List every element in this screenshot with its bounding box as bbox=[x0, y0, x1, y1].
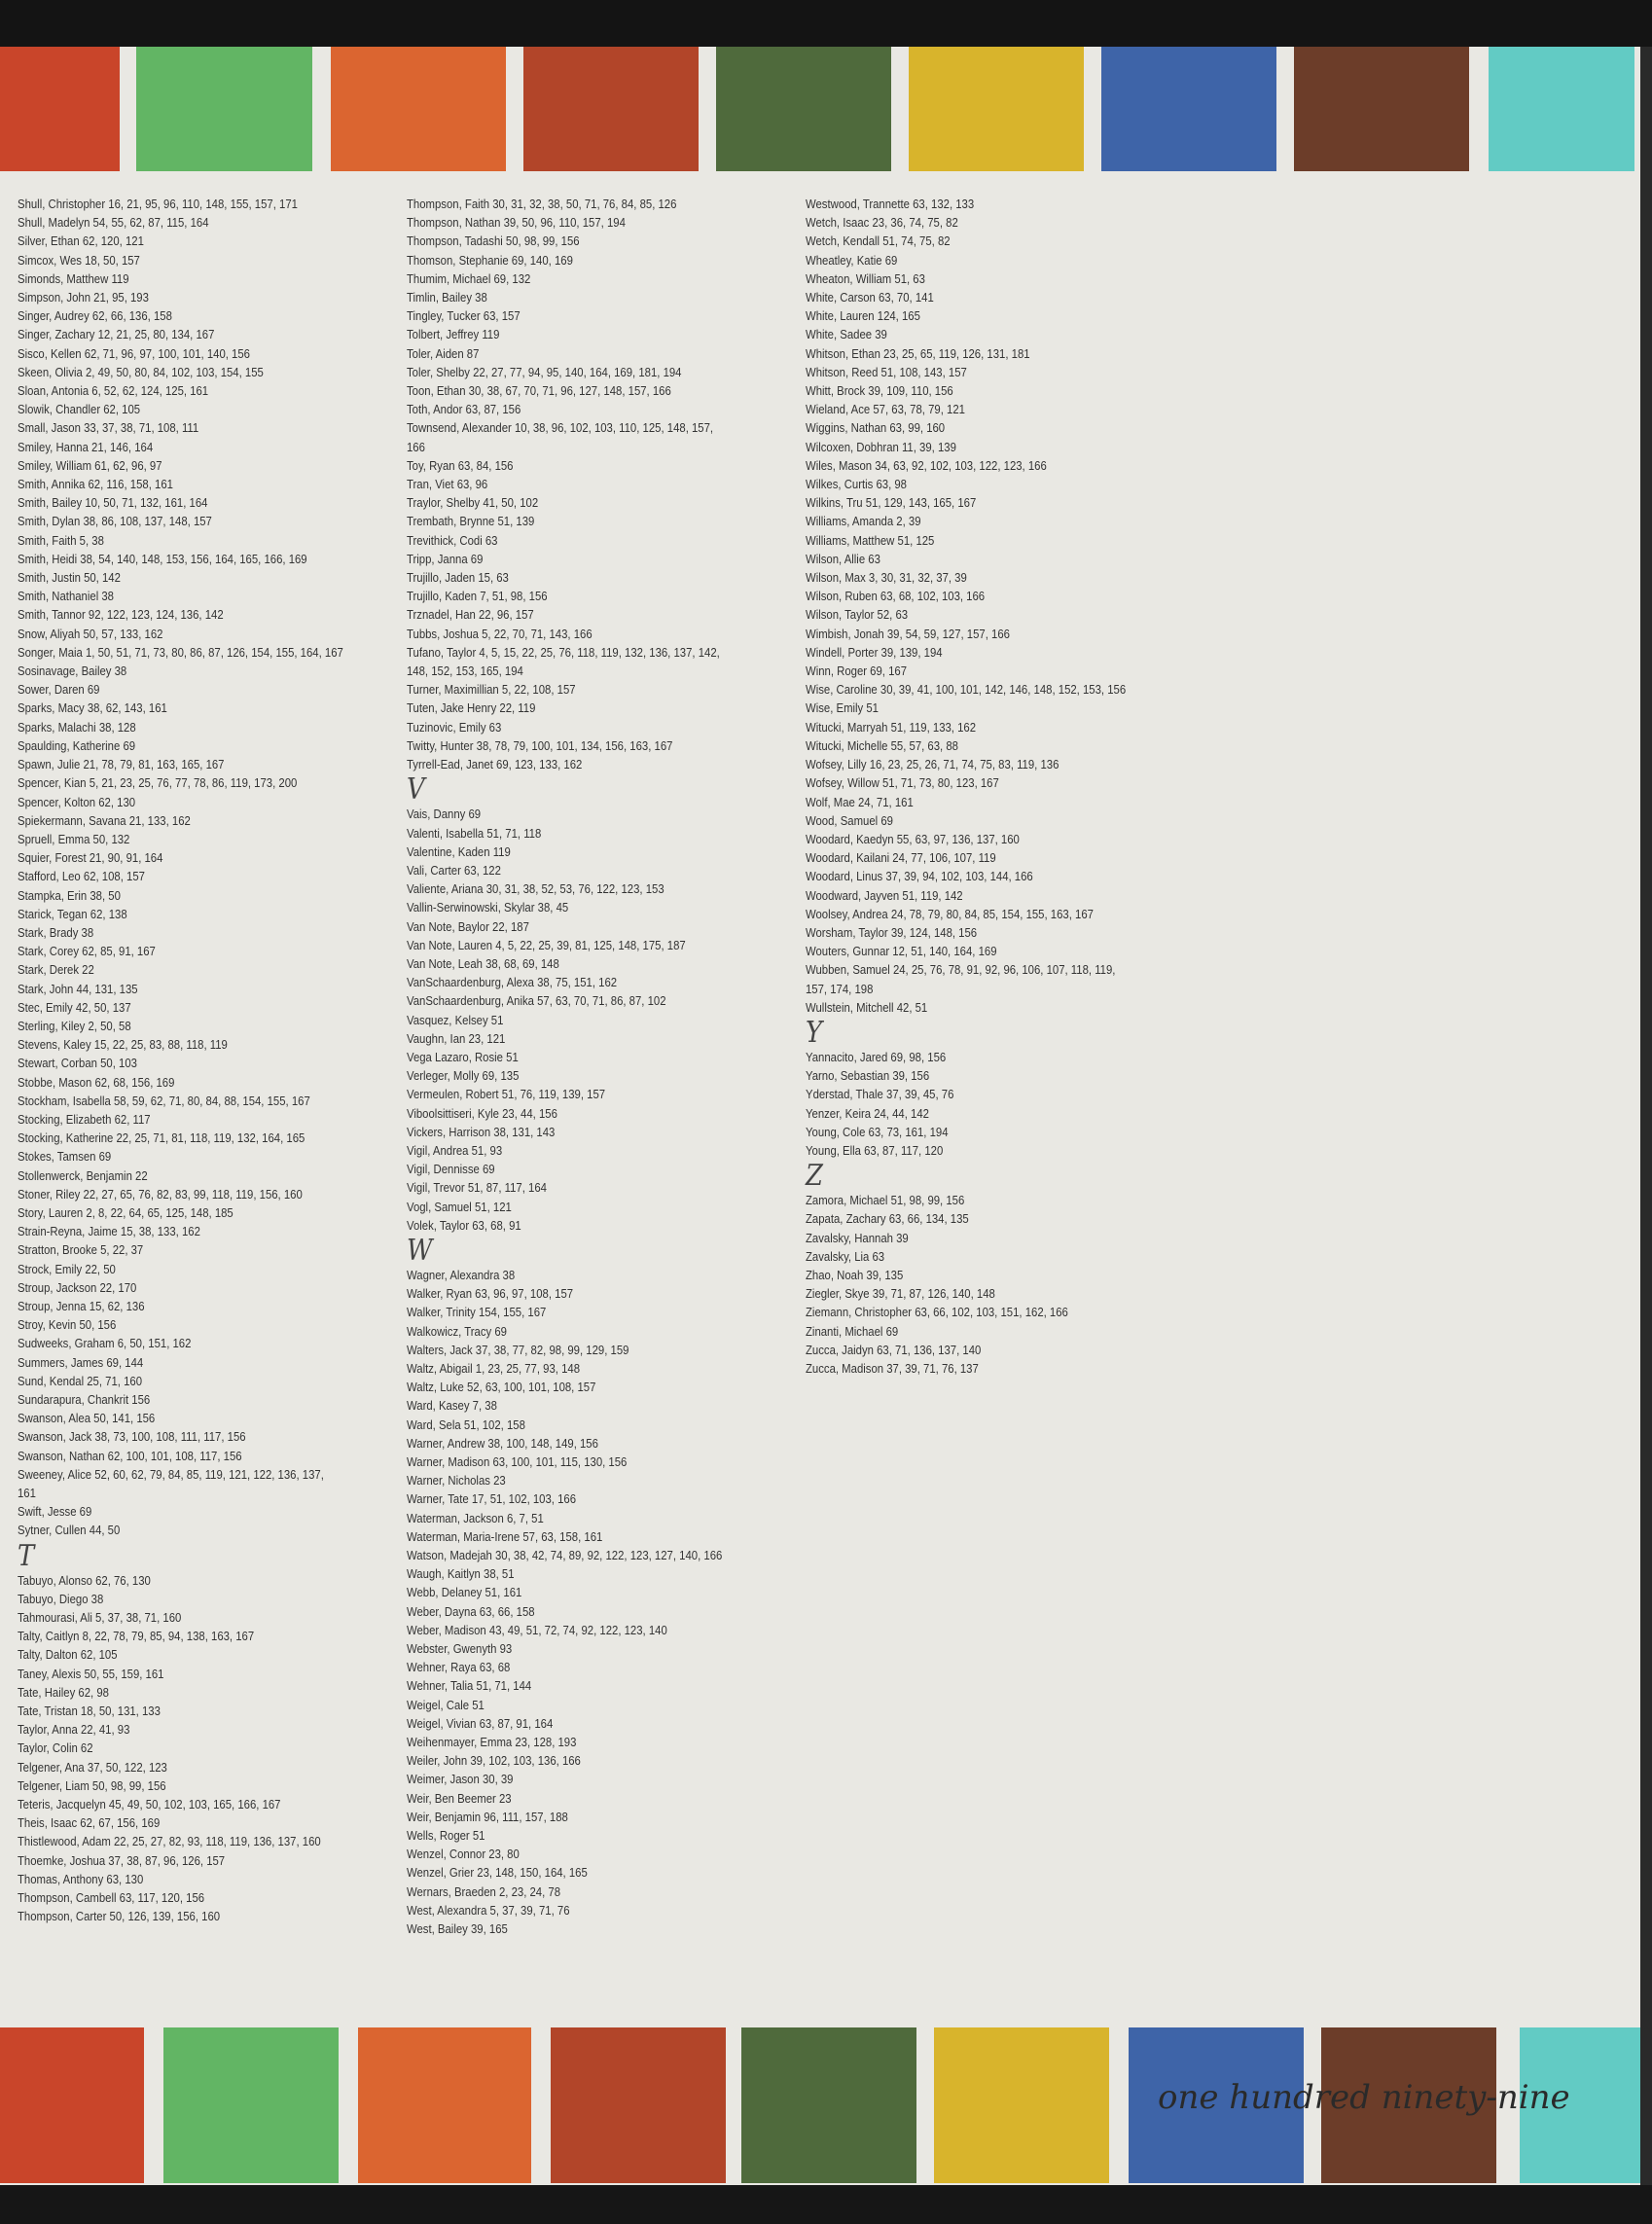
color-swatch bbox=[1101, 47, 1276, 171]
index-entry: Swift, Jesse 69 bbox=[18, 1504, 92, 1520]
index-entry: Zhao, Noah 39, 135 bbox=[806, 1267, 904, 1282]
index-entry: Vasquez, Kelsey 51 bbox=[407, 1012, 504, 1027]
index-entry: Zucca, Jaidyn 63, 71, 136, 137, 140 bbox=[806, 1342, 982, 1357]
index-entry: Wilson, Taylor 52, 63 bbox=[806, 607, 909, 623]
index-entry: Smiley, Hanna 21, 146, 164 bbox=[18, 439, 154, 454]
index-entry: Woodard, Kailani 24, 77, 106, 107, 119 bbox=[806, 850, 996, 866]
index-entry: Warner, Nicholas 23 bbox=[407, 1473, 506, 1489]
index-entry: Wehner, Talia 51, 71, 144 bbox=[407, 1678, 532, 1694]
index-entry: Wenzel, Connor 23, 80 bbox=[407, 1847, 520, 1862]
color-swatch bbox=[551, 2027, 726, 2183]
index-entry: Tate, Hailey 62, 98 bbox=[18, 1684, 109, 1700]
index-entry: Telgener, Ana 37, 50, 122, 123 bbox=[18, 1759, 167, 1775]
section-letter: Y bbox=[806, 1015, 823, 1050]
index-entry: Toon, Ethan 30, 38, 67, 70, 71, 96, 127, 148, 157, 166 bbox=[407, 383, 671, 399]
index-entry: Smith, Justin 50, 142 bbox=[18, 570, 121, 586]
index-entry: Wise, Emily 51 bbox=[806, 700, 879, 716]
index-entry: Weiler, John 39, 102, 103, 136, 166 bbox=[407, 1753, 581, 1769]
index-entry: Witucki, Michelle 55, 57, 63, 88 bbox=[806, 737, 958, 753]
index-entry: Trznadel, Han 22, 96, 157 bbox=[407, 607, 534, 623]
scan-right-edge bbox=[1640, 47, 1652, 2187]
index-entry: Wimbish, Jonah 39, 54, 59, 127, 157, 166 bbox=[806, 626, 1010, 641]
index-entry: Weir, Ben Beemer 23 bbox=[407, 1790, 512, 1806]
index-entry: Swanson, Nathan 62, 100, 101, 108, 117, 156 bbox=[18, 1448, 242, 1463]
index-entry: Wetch, Isaac 23, 36, 74, 75, 82 bbox=[806, 215, 958, 231]
index-entry: Spencer, Kolton 62, 130 bbox=[18, 794, 136, 809]
index-entry: Wubben, Samuel 24, 25, 76, 78, 91, 92, 96, 106, 107, 118, 119, bbox=[806, 962, 1116, 978]
index-entry: Thoemke, Joshua 37, 38, 87, 96, 126, 157 bbox=[18, 1852, 226, 1868]
index-entry: Viboolsittiseri, Kyle 23, 44, 156 bbox=[407, 1105, 557, 1121]
index-entry: Stroy, Kevin 50, 156 bbox=[18, 1317, 117, 1333]
color-swatch bbox=[163, 2027, 339, 2183]
index-entry: Thompson, Nathan 39, 50, 96, 110, 157, 194 bbox=[407, 215, 626, 231]
index-entry: Valiente, Ariana 30, 31, 38, 52, 53, 76, 122, 123, 153 bbox=[407, 881, 664, 897]
index-entry: Townsend, Alexander 10, 38, 96, 102, 103, 110, 125, 148, 157, bbox=[407, 420, 714, 436]
index-entry: Stoner, Riley 22, 27, 65, 76, 82, 83, 99, 118, 119, 156, 160 bbox=[18, 1186, 303, 1202]
index-entry: Weber, Dayna 63, 66, 158 bbox=[407, 1603, 535, 1619]
index-entry: Sweeney, Alice 52, 60, 62, 79, 84, 85, 119, 121, 122, 136, 137, bbox=[18, 1466, 324, 1482]
index-entry: Zucca, Madison 37, 39, 71, 76, 137 bbox=[806, 1360, 979, 1376]
index-entry: Sloan, Antonia 6, 52, 62, 124, 125, 161 bbox=[18, 383, 209, 399]
index-entry: Zinanti, Michael 69 bbox=[806, 1323, 899, 1339]
color-swatch bbox=[1489, 47, 1634, 171]
index-entry: Vais, Danny 69 bbox=[407, 807, 482, 822]
index-entry: Young, Cole 63, 73, 161, 194 bbox=[806, 1124, 949, 1139]
index-entry: Spiekermann, Savana 21, 133, 162 bbox=[18, 812, 191, 828]
index-entry: Wells, Roger 51 bbox=[407, 1828, 485, 1844]
index-entry: Story, Lauren 2, 8, 22, 64, 65, 125, 148, 185 bbox=[18, 1204, 233, 1220]
index-entry: West, Bailey 39, 165 bbox=[407, 1921, 508, 1937]
index-entry: Spawn, Julie 21, 78, 79, 81, 163, 165, 167 bbox=[18, 757, 225, 772]
index-page bbox=[0, 47, 1640, 2187]
index-entry: Traylor, Shelby 41, 50, 102 bbox=[407, 495, 539, 511]
index-entry: Snow, Aliyah 50, 57, 133, 162 bbox=[18, 626, 163, 641]
scan-bottom-border bbox=[0, 2185, 1652, 2224]
index-entry: Woodard, Linus 37, 39, 94, 102, 103, 144, 166 bbox=[806, 869, 1033, 884]
index-entry: Tahmourasi, Ali 5, 37, 38, 71, 160 bbox=[18, 1610, 182, 1626]
index-entry: Wouters, Gunnar 12, 51, 140, 164, 169 bbox=[806, 944, 997, 959]
index-entry: Sparks, Malachi 38, 128 bbox=[18, 719, 136, 735]
index-entry: Tuten, Jake Henry 22, 119 bbox=[407, 700, 536, 716]
index-entry: Thomson, Stephanie 69, 140, 169 bbox=[407, 252, 573, 268]
index-entry: Stark, Brady 38 bbox=[18, 924, 94, 940]
index-entry: Zapata, Zachary 63, 66, 134, 135 bbox=[806, 1211, 969, 1227]
index-entry: Spaulding, Katherine 69 bbox=[18, 737, 136, 753]
index-entry: Smith, Faith 5, 38 bbox=[18, 532, 104, 548]
index-entry: Vallin-Serwinowski, Skylar 38, 45 bbox=[407, 900, 569, 915]
index-entry: Thompson, Faith 30, 31, 32, 38, 50, 71, 76, 84, 85, 126 bbox=[407, 197, 677, 211]
index-entry: Warner, Madison 63, 100, 101, 115, 130, 156 bbox=[407, 1454, 628, 1469]
index-entry: Stobbe, Mason 62, 68, 156, 169 bbox=[18, 1074, 175, 1090]
index-entry: Shull, Christopher 16, 21, 95, 96, 110, 148, 155, 157, 171 bbox=[18, 197, 298, 211]
index-entry: Williams, Matthew 51, 125 bbox=[806, 532, 935, 548]
index-entry: Weigel, Cale 51 bbox=[407, 1697, 485, 1712]
index-entry: Yenzer, Keira 24, 44, 142 bbox=[806, 1105, 929, 1121]
index-entry: Vickers, Harrison 38, 131, 143 bbox=[407, 1124, 556, 1139]
index-entry: Sterling, Kiley 2, 50, 58 bbox=[18, 1018, 131, 1033]
index-entry: Toler, Shelby 22, 27, 77, 94, 95, 140, 164, 169, 181, 194 bbox=[407, 364, 682, 379]
index-entry: Sisco, Kellen 62, 71, 96, 97, 100, 101, 140, 156 bbox=[18, 345, 250, 361]
index-entry: Vega Lazaro, Rosie 51 bbox=[407, 1049, 519, 1064]
index-entry: Stocking, Elizabeth 62, 117 bbox=[18, 1111, 151, 1127]
index-entry: Strain-Reyna, Jaime 15, 38, 133, 162 bbox=[18, 1224, 200, 1239]
index-entry: Wieland, Ace 57, 63, 78, 79, 121 bbox=[806, 402, 965, 417]
index-entry: Verleger, Molly 69, 135 bbox=[407, 1068, 520, 1084]
index-entry: Worsham, Taylor 39, 124, 148, 156 bbox=[806, 924, 978, 940]
index-entry: VanSchaardenburg, Alexa 38, 75, 151, 162 bbox=[407, 975, 618, 990]
index-entry: Tingley, Tucker 63, 157 bbox=[407, 308, 521, 324]
index-entry: Ward, Sela 51, 102, 158 bbox=[407, 1417, 525, 1432]
index-entry: Volek, Taylor 63, 68, 91 bbox=[407, 1217, 521, 1233]
index-entry: Ward, Kasey 7, 38 bbox=[407, 1398, 497, 1414]
index-entry: Turner, Maximillian 5, 22, 108, 157 bbox=[407, 682, 576, 698]
index-entry: Silver, Ethan 62, 120, 121 bbox=[18, 233, 144, 249]
index-entry: Walters, Jack 37, 38, 77, 82, 98, 99, 129, 159 bbox=[407, 1342, 629, 1357]
index-entry: Teteris, Jacquelyn 45, 49, 50, 102, 103, 165, 166, 167 bbox=[18, 1797, 281, 1812]
index-entry: Valentine, Kaden 119 bbox=[407, 843, 511, 859]
index-entry: Tabuyo, Diego 38 bbox=[18, 1591, 104, 1606]
index-entry: Stevens, Kaley 15, 22, 25, 83, 88, 118, 119 bbox=[18, 1037, 228, 1053]
index-entry: Waltz, Luke 52, 63, 100, 101, 108, 157 bbox=[407, 1380, 596, 1395]
index-entry: Vogl, Samuel 51, 121 bbox=[407, 1199, 512, 1214]
index-column-3 bbox=[806, 195, 1126, 1378]
index-entry: Singer, Audrey 62, 66, 136, 158 bbox=[18, 308, 172, 324]
index-entry: Walkowicz, Tracy 69 bbox=[407, 1323, 507, 1339]
index-entry: Starick, Tegan 62, 138 bbox=[18, 906, 127, 921]
index-entry: Sparks, Macy 38, 62, 143, 161 bbox=[18, 700, 167, 716]
index-entry: Talty, Caitlyn 8, 22, 78, 79, 85, 94, 138, 163, 167 bbox=[18, 1629, 255, 1644]
color-swatch bbox=[136, 47, 312, 171]
index-entry: Spencer, Kian 5, 21, 23, 25, 76, 77, 78, 86, 119, 173, 200 bbox=[18, 775, 298, 791]
index-entry: Ziegler, Skye 39, 71, 87, 126, 140, 148 bbox=[806, 1286, 995, 1302]
index-entry: Stark, Corey 62, 85, 91, 167 bbox=[18, 944, 156, 959]
index-entry: Webster, Gwenyth 93 bbox=[407, 1641, 513, 1657]
index-entry: Stafford, Leo 62, 108, 157 bbox=[18, 869, 145, 884]
index-entry: Squier, Forest 21, 90, 91, 164 bbox=[18, 850, 163, 866]
index-entry: Wehner, Raya 63, 68 bbox=[407, 1660, 511, 1675]
index-entry: Woolsey, Andrea 24, 78, 79, 80, 84, 85, 154, 155, 163, 167 bbox=[806, 906, 1094, 921]
index-entry: Van Note, Baylor 22, 187 bbox=[407, 918, 529, 934]
index-entry: Stark, Derek 22 bbox=[18, 962, 94, 978]
index-entry: Stampka, Erin 38, 50 bbox=[18, 887, 121, 903]
index-entry: Tyrrell-Ead, Janet 69, 123, 133, 162 bbox=[407, 757, 583, 772]
index-entry: 148, 152, 153, 165, 194 bbox=[407, 664, 523, 679]
index-entry: Young, Ella 63, 87, 117, 120 bbox=[806, 1142, 944, 1158]
index-entry: 161 bbox=[18, 1486, 36, 1501]
index-entry: Smith, Annika 62, 116, 158, 161 bbox=[18, 477, 173, 492]
index-entry: Wood, Samuel 69 bbox=[806, 812, 893, 828]
index-entry: Spruell, Emma 50, 132 bbox=[18, 831, 130, 846]
index-entry: Waterman, Jackson 6, 7, 51 bbox=[407, 1510, 544, 1525]
index-entry: Stewart, Corban 50, 103 bbox=[18, 1056, 137, 1071]
index-entry: Tabuyo, Alonso 62, 76, 130 bbox=[18, 1572, 151, 1588]
index-entry: Stroup, Jenna 15, 62, 136 bbox=[18, 1298, 145, 1313]
index-entry: Toth, Andor 63, 87, 156 bbox=[407, 402, 521, 417]
index-entry: Simcox, Wes 18, 50, 157 bbox=[18, 252, 140, 268]
index-entry: Trujillo, Kaden 7, 51, 98, 156 bbox=[407, 589, 548, 604]
index-entry: Whitson, Reed 51, 108, 143, 157 bbox=[806, 364, 967, 379]
index-entry: Wiles, Mason 34, 63, 92, 102, 103, 122, 123, 166 bbox=[806, 457, 1047, 473]
index-entry: Thompson, Carter 50, 126, 139, 156, 160 bbox=[18, 1909, 221, 1924]
color-swatch bbox=[909, 47, 1084, 171]
index-entry: Watson, Madejah 30, 38, 42, 74, 89, 92, 122, 123, 127, 140, 166 bbox=[407, 1548, 723, 1563]
index-entry: Smith, Bailey 10, 50, 71, 132, 161, 164 bbox=[18, 495, 208, 511]
index-entry: Taney, Alexis 50, 55, 159, 161 bbox=[18, 1666, 164, 1681]
index-column-2 bbox=[407, 195, 722, 1938]
index-entry: Tran, Viet 63, 96 bbox=[407, 477, 488, 492]
index-entry: Woodward, Jayven 51, 119, 142 bbox=[806, 887, 963, 903]
index-entry: White, Lauren 124, 165 bbox=[806, 308, 920, 324]
index-entry: Warner, Tate 17, 51, 102, 103, 166 bbox=[407, 1491, 577, 1507]
index-entry: Yderstad, Thale 37, 39, 45, 76 bbox=[806, 1087, 954, 1102]
index-entry: Wheatley, Katie 69 bbox=[806, 252, 898, 268]
index-entry: Winn, Roger 69, 167 bbox=[806, 664, 908, 679]
index-entry: White, Sadee 39 bbox=[806, 327, 887, 342]
index-entry: Taylor, Anna 22, 41, 93 bbox=[18, 1722, 130, 1738]
index-entry: Thistlewood, Adam 22, 25, 27, 82, 93, 118, 119, 136, 137, 160 bbox=[18, 1834, 321, 1849]
index-entry: Williams, Amanda 2, 39 bbox=[806, 514, 921, 529]
index-entry: Tuzinovic, Emily 63 bbox=[407, 719, 502, 735]
index-entry: Wilkes, Curtis 63, 98 bbox=[806, 477, 908, 492]
index-entry: Thomas, Anthony 63, 130 bbox=[18, 1871, 144, 1886]
index-entry: Weigel, Vivian 63, 87, 91, 164 bbox=[407, 1715, 554, 1731]
index-entry: Theis, Isaac 62, 67, 156, 169 bbox=[18, 1815, 161, 1831]
index-column-1 bbox=[18, 195, 343, 1925]
index-entry: Songer, Maia 1, 50, 51, 71, 73, 80, 86, 87, 126, 154, 155, 164, 167 bbox=[18, 644, 343, 660]
color-swatch bbox=[716, 47, 891, 171]
index-entry: Weimer, Jason 30, 39 bbox=[407, 1772, 514, 1787]
section-letter: W bbox=[407, 1233, 433, 1268]
color-swatch bbox=[0, 2027, 144, 2183]
index-entry: Stockham, Isabella 58, 59, 62, 71, 80, 84, 88, 154, 155, 167 bbox=[18, 1093, 310, 1108]
index-entry: Ziemann, Christopher 63, 66, 102, 103, 151, 162, 166 bbox=[806, 1305, 1068, 1320]
index-entry: Stokes, Tamsen 69 bbox=[18, 1149, 112, 1165]
index-entry: Tolbert, Jeffrey 119 bbox=[407, 327, 500, 342]
index-entry: Waterman, Maria-Irene 57, 63, 158, 161 bbox=[407, 1528, 603, 1544]
index-entry: Wetch, Kendall 51, 74, 75, 82 bbox=[806, 233, 951, 249]
index-entry: Sundarapura, Chankrit 156 bbox=[18, 1392, 151, 1407]
index-entry: Stollenwerck, Benjamin 22 bbox=[18, 1167, 148, 1183]
index-entry: Shull, Madelyn 54, 55, 62, 87, 115, 164 bbox=[18, 215, 209, 231]
index-entry: Wofsey, Willow 51, 71, 73, 80, 123, 167 bbox=[806, 775, 999, 791]
index-entry: Smith, Dylan 38, 86, 108, 137, 148, 157 bbox=[18, 514, 212, 529]
index-entry: Warner, Andrew 38, 100, 148, 149, 156 bbox=[407, 1435, 598, 1451]
index-entry: Wilson, Allie 63 bbox=[806, 551, 880, 566]
index-entry: Strock, Emily 22, 50 bbox=[18, 1261, 116, 1276]
index-entry: VanSchaardenburg, Anika 57, 63, 70, 71, 86, 87, 102 bbox=[407, 993, 666, 1009]
color-swatch bbox=[358, 2027, 531, 2183]
index-entry: Vaughn, Ian 23, 121 bbox=[407, 1030, 506, 1046]
index-entry: Swanson, Jack 38, 73, 100, 108, 111, 117, 156 bbox=[18, 1429, 246, 1445]
index-entry: Wullstein, Mitchell 42, 51 bbox=[806, 999, 928, 1015]
index-entry: Windell, Porter 39, 139, 194 bbox=[806, 644, 943, 660]
index-entry: White, Carson 63, 70, 141 bbox=[806, 290, 934, 305]
index-entry: Simpson, John 21, 95, 193 bbox=[18, 290, 149, 305]
index-entry: Stroup, Jackson 22, 170 bbox=[18, 1279, 137, 1295]
index-entry: Swanson, Alea 50, 141, 156 bbox=[18, 1411, 156, 1426]
index-entry: Sosinavage, Bailey 38 bbox=[18, 664, 127, 679]
index-entry: Summers, James 69, 144 bbox=[18, 1354, 144, 1370]
index-entry: Wheaton, William 51, 63 bbox=[806, 270, 925, 286]
section-letter: T bbox=[18, 1538, 35, 1573]
index-entry: Smiley, William 61, 62, 96, 97 bbox=[18, 457, 162, 473]
index-entry: Wilson, Max 3, 30, 31, 32, 37, 39 bbox=[806, 570, 967, 586]
index-entry: Yarno, Sebastian 39, 156 bbox=[806, 1068, 930, 1084]
index-entry: Thumim, Michael 69, 132 bbox=[407, 270, 531, 286]
index-entry: Wolf, Mae 24, 71, 161 bbox=[806, 794, 914, 809]
index-entry: Small, Jason 33, 37, 38, 71, 108, 111 bbox=[18, 420, 199, 436]
index-entry: Smith, Nathaniel 38 bbox=[18, 589, 114, 604]
index-entry: Webb, Delaney 51, 161 bbox=[407, 1585, 522, 1600]
index-entry: Slowik, Chandler 62, 105 bbox=[18, 402, 141, 417]
index-entry: Wofsey, Lilly 16, 23, 25, 26, 71, 74, 75, 83, 119, 136 bbox=[806, 757, 1059, 772]
index-entry: Telgener, Liam 50, 98, 99, 156 bbox=[18, 1777, 166, 1793]
index-entry: Whitson, Ethan 23, 25, 65, 119, 126, 131, 181 bbox=[806, 345, 1030, 361]
index-entry: Weihenmayer, Emma 23, 128, 193 bbox=[407, 1735, 577, 1750]
index-entry: Sudweeks, Graham 6, 50, 151, 162 bbox=[18, 1336, 192, 1351]
index-entry: Wilkins, Tru 51, 129, 143, 165, 167 bbox=[806, 495, 977, 511]
index-entry: Vermeulen, Robert 51, 76, 119, 139, 157 bbox=[407, 1087, 606, 1102]
index-entry: Woodard, Kaedyn 55, 63, 97, 136, 137, 160 bbox=[806, 831, 1020, 846]
section-letter: Z bbox=[806, 1159, 823, 1194]
index-entry: West, Alexandra 5, 37, 39, 71, 76 bbox=[407, 1902, 570, 1918]
index-entry: Zavalsky, Hannah 39 bbox=[806, 1230, 909, 1245]
index-entry: Tripp, Janna 69 bbox=[407, 551, 484, 566]
index-entry: Timlin, Bailey 38 bbox=[407, 290, 487, 305]
index-entry: Waugh, Kaitlyn 38, 51 bbox=[407, 1566, 515, 1582]
index-entry: Wagner, Alexandra 38 bbox=[407, 1267, 516, 1282]
color-swatch bbox=[0, 47, 120, 171]
color-swatch bbox=[934, 2027, 1109, 2183]
index-entry: 157, 174, 198 bbox=[806, 981, 874, 996]
index-entry: Talty, Dalton 62, 105 bbox=[18, 1647, 118, 1663]
index-entry: Sower, Daren 69 bbox=[18, 682, 100, 698]
index-entry: Trujillo, Jaden 15, 63 bbox=[407, 570, 509, 586]
index-entry: Sund, Kendal 25, 71, 160 bbox=[18, 1373, 143, 1388]
index-entry: Walker, Trinity 154, 155, 167 bbox=[407, 1305, 547, 1320]
index-entry: Thompson, Tadashi 50, 98, 99, 156 bbox=[407, 233, 580, 249]
index-entry: Witucki, Marryah 51, 119, 133, 162 bbox=[806, 719, 977, 735]
index-entry: Walker, Ryan 63, 96, 97, 108, 157 bbox=[407, 1286, 574, 1302]
color-swatch bbox=[331, 47, 506, 171]
index-entry: Tufano, Taylor 4, 5, 15, 22, 25, 76, 118, 119, 132, 136, 137, 142, bbox=[407, 644, 720, 660]
index-entry: Whitt, Brock 39, 109, 110, 156 bbox=[806, 383, 953, 399]
index-entry: Weber, Madison 43, 49, 51, 72, 74, 92, 122, 123, 140 bbox=[407, 1622, 667, 1637]
index-entry: Wiggins, Nathan 63, 99, 160 bbox=[806, 420, 946, 436]
index-entry: Vali, Carter 63, 122 bbox=[407, 862, 501, 878]
index-entry: Waltz, Abigail 1, 23, 25, 77, 93, 148 bbox=[407, 1360, 581, 1376]
index-entry: Toler, Aiden 87 bbox=[407, 345, 480, 361]
index-entry: Weir, Benjamin 96, 111, 157, 188 bbox=[407, 1809, 568, 1824]
color-swatch bbox=[741, 2027, 916, 2183]
index-entry: Singer, Zachary 12, 21, 25, 80, 134, 167 bbox=[18, 327, 215, 342]
index-entry: Wilson, Ruben 63, 68, 102, 103, 166 bbox=[806, 589, 986, 604]
index-entry: Vigil, Andrea 51, 93 bbox=[407, 1142, 503, 1158]
index-entry: Sytner, Cullen 44, 50 bbox=[18, 1523, 121, 1538]
color-swatch bbox=[1294, 47, 1469, 171]
index-entry: Stratton, Brooke 5, 22, 37 bbox=[18, 1242, 144, 1258]
index-entry: Tate, Tristan 18, 50, 131, 133 bbox=[18, 1704, 161, 1719]
index-entry: Smith, Heidi 38, 54, 140, 148, 153, 156, 164, 165, 166, 169 bbox=[18, 551, 307, 566]
index-entry: Westwood, Trannette 63, 132, 133 bbox=[806, 197, 975, 211]
index-entry: Smith, Tannor 92, 122, 123, 124, 136, 142 bbox=[18, 607, 224, 623]
section-letter: V bbox=[407, 772, 425, 807]
index-entry: Tubbs, Joshua 5, 22, 70, 71, 143, 166 bbox=[407, 626, 593, 641]
index-entry: Stark, John 44, 131, 135 bbox=[18, 981, 138, 996]
index-entry: Van Note, Leah 38, 68, 69, 148 bbox=[407, 955, 559, 971]
index-entry: Simonds, Matthew 119 bbox=[18, 270, 129, 286]
index-entry: Wise, Caroline 30, 39, 41, 100, 101, 142, 146, 148, 152, 153, 156 bbox=[806, 682, 1127, 698]
index-entry: Stec, Emily 42, 50, 137 bbox=[18, 999, 131, 1015]
index-entry: Skeen, Olivia 2, 49, 50, 80, 84, 102, 103, 154, 155 bbox=[18, 364, 264, 379]
scan-top-border bbox=[0, 0, 1652, 49]
index-entry: Vigil, Trevor 51, 87, 117, 164 bbox=[407, 1180, 547, 1196]
index-entry: Wenzel, Grier 23, 148, 150, 164, 165 bbox=[407, 1865, 588, 1881]
index-entry: Toy, Ryan 63, 84, 156 bbox=[407, 457, 514, 473]
index-entry: Van Note, Lauren 4, 5, 22, 25, 39, 81, 125, 148, 175, 187 bbox=[407, 937, 686, 952]
index-entry: Taylor, Colin 62 bbox=[18, 1740, 93, 1756]
index-entry: Thompson, Cambell 63, 117, 120, 156 bbox=[18, 1890, 205, 1906]
index-entry: Zavalsky, Lia 63 bbox=[806, 1248, 885, 1264]
index-entry: Vigil, Dennisse 69 bbox=[407, 1162, 495, 1177]
index-entry: Trevithick, Codi 63 bbox=[407, 532, 498, 548]
index-entry: Valenti, Isabella 51, 71, 118 bbox=[407, 825, 542, 841]
index-entry: Yannacito, Jared 69, 98, 156 bbox=[806, 1049, 947, 1064]
index-entry: Wilcoxen, Dobhran 11, 39, 139 bbox=[806, 439, 956, 454]
page-number-script: one hundred ninety-nine bbox=[1158, 2078, 1570, 2117]
index-entry: Zamora, Michael 51, 98, 99, 156 bbox=[806, 1193, 965, 1208]
index-entry: Twitty, Hunter 38, 78, 79, 100, 101, 134, 156, 163, 167 bbox=[407, 737, 673, 753]
index-entry: 166 bbox=[407, 439, 425, 454]
index-entry: Wernars, Braeden 2, 23, 24, 78 bbox=[407, 1883, 561, 1899]
index-entry: Trembath, Brynne 51, 139 bbox=[407, 514, 535, 529]
index-entry: Stocking, Katherine 22, 25, 71, 81, 118, 119, 132, 164, 165 bbox=[18, 1130, 305, 1146]
color-swatch bbox=[523, 47, 699, 171]
